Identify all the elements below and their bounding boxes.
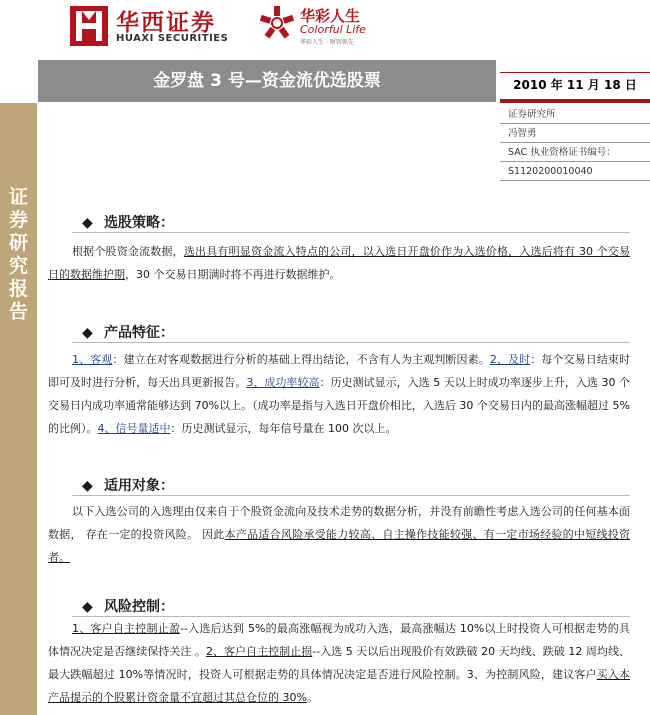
side-label xyxy=(0,186,37,324)
side-char: 券 xyxy=(8,209,28,231)
huaxi-logo-icon xyxy=(70,6,108,46)
colorful-slogan: 华彩人生 · 财智领先 xyxy=(300,39,354,46)
diamond-bullet-icon: ◆ xyxy=(82,599,93,615)
risk-paragraph: 1、客户自主控制止盈--入选后达到 5%的最高涨幅视为成功入选，最高涨幅达 10%以上时投资人可根据走势的具体情况决定是否继续保持关注 。2、客户自主控制止损--入选 5 天以后出现股价有效跌破 20 天均线、跌破 12 周均线、最大跌幅超过 10%等情况时，投资人可根据走势的具体情况决定是否进行风险控制。3、为控制风险，建议客户买入本产品提示的个股累计资金量不宜超过其总仓位的 30%。 xyxy=(48,622,630,704)
huaxi-en-name: HUAXI SECURITIES xyxy=(116,33,229,44)
sac-label: SAC 执业资格证书编号： xyxy=(500,143,650,162)
analyst-name: 冯智勇 xyxy=(500,124,650,143)
side-char: 告 xyxy=(8,301,28,323)
side-char: 证 xyxy=(8,186,28,208)
colorful-en-name: Colorful Life xyxy=(300,23,366,36)
audience-paragraph: 以下入选公司的入选理由仅来自于个股资金流向及技术走势的数据分析，并没有前瞻性考虑入选公司的任何基本面数据， 存在一定的投资风险。 因此本产品适合风险承受能力较高、自主操作技能较强、有一定市场经验的中短线投资者。 xyxy=(48,505,630,564)
side-char: 究 xyxy=(8,255,28,277)
section-divider xyxy=(72,495,630,496)
audience-heading: ◆ 适用对象： xyxy=(82,478,174,494)
side-char: 报 xyxy=(8,278,28,300)
report-date: 2010 年 11 月 18 日 xyxy=(513,78,637,92)
analyst-info xyxy=(500,105,650,181)
section-divider xyxy=(72,232,630,233)
strategy-paragraph: 根据个股资金流数据，选出具有明显资金流入特点的公司，以入选日开盘价作为入选价格，入选后将有 30 个交易日的数据维护期，30 个交易日期满时将不再进行数据维护。 xyxy=(48,245,630,281)
institute-name: 证券研究所 xyxy=(500,105,650,124)
colorful-life-logo-icon xyxy=(258,4,296,42)
sac-number: S1120200010040 xyxy=(500,162,650,181)
risk-heading: ◆ 风险控制： xyxy=(82,599,174,615)
huaxi-cn-name: 华西证券 xyxy=(116,10,216,36)
diamond-bullet-icon: ◆ xyxy=(82,325,93,341)
diamond-bullet-icon: ◆ xyxy=(82,478,93,494)
features-paragraph: 1、客观：建立在对客观数据进行分析的基础上得出结论，不含有人为主观判断因素。2、及时：每个交易日结束时即可及时进行分析，每天出具更新报告。3、成功率较高：历史测试显示，入选 5 天以上时成功率逐步上升，入选 30 个交易日内成功率通常能够达到 70%以上。（成功率是指与入选日开盘价相比，入选后 30 个交易日内的最高涨幅超过 5%的比例）。4、信号量适中：历史测试显示，每年信号量在 100 次以上。 xyxy=(48,353,631,435)
features-heading: ◆ 产品特征： xyxy=(82,325,174,341)
section-divider xyxy=(72,342,630,343)
report-title: 金罗盘 3 号—资金流优选股票 xyxy=(153,71,381,91)
diamond-bullet-icon: ◆ xyxy=(82,215,93,231)
strategy-heading: ◆ 选股策略： xyxy=(82,215,174,231)
colorful-cn-name: 华彩人生 xyxy=(300,7,361,25)
side-char: 研 xyxy=(8,232,28,254)
